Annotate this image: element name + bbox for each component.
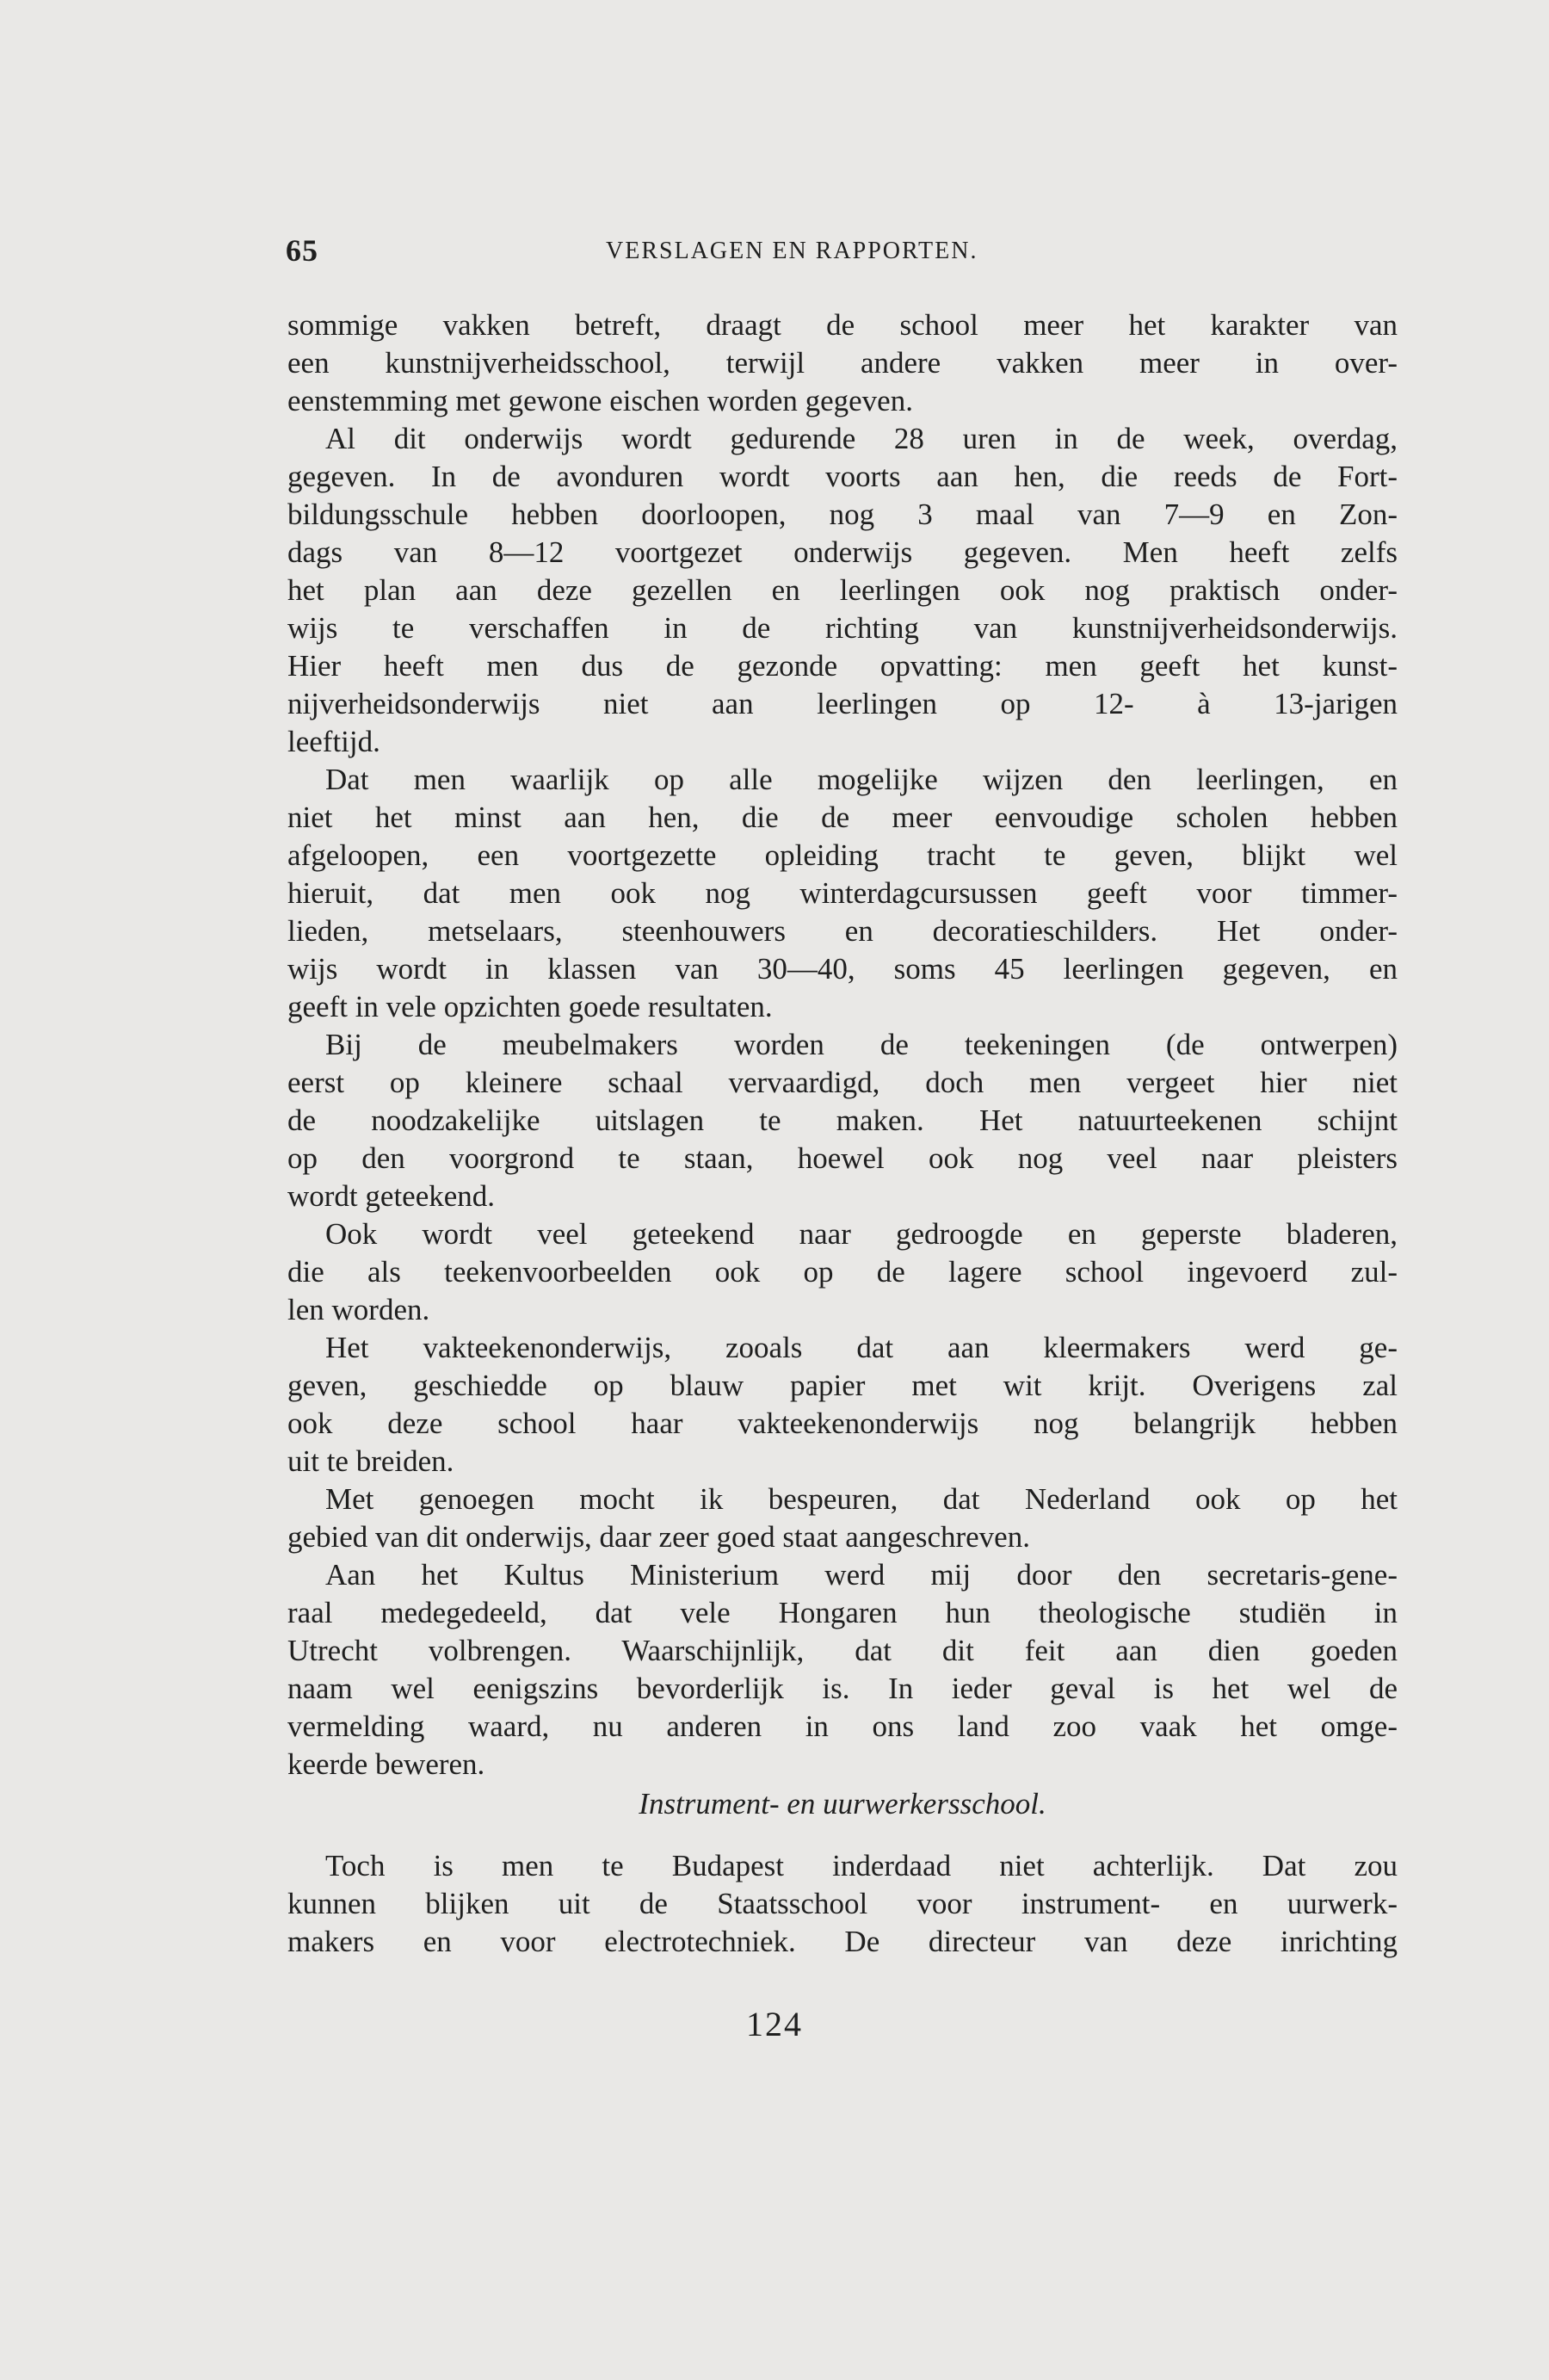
text-line: ook deze school haar vakteekenonderwijs nog belangrijk hebben bbox=[287, 1406, 1398, 1440]
text-line: geven, geschiedde op blauw papier met wit krijt. Overigens zal bbox=[287, 1369, 1398, 1402]
text-line: eenstemming met gewone eischen worden gegeven. bbox=[287, 384, 913, 417]
text-line: die als teekenvoorbeelden ook op de lagere school ingevoerd zul- bbox=[287, 1255, 1398, 1289]
text-line: naam wel eenigszins bevorderlijk is. In ieder geval is het wel de bbox=[287, 1672, 1398, 1705]
running-title: VERSLAGEN EN RAPPORTEN. bbox=[606, 238, 978, 264]
text-line: Het vakteekenonderwijs, zooals dat aan kleermakers werd ge- bbox=[325, 1331, 1398, 1364]
text-line: dags van 8—12 voortgezet onderwijs gegeven. Men heeft zelfs bbox=[287, 535, 1398, 569]
section-text bbox=[287, 1847, 1398, 1961]
text-line: Met genoegen mocht ik bespeuren, dat Nederland ook op het bbox=[325, 1482, 1398, 1516]
text-line: wijs wordt in klassen van 30—40, soms 45 leerlingen gegeven, en bbox=[287, 952, 1398, 986]
section-heading: Instrument- en uurwerkersschool. bbox=[639, 1787, 1046, 1821]
folio-number: 124 bbox=[746, 2005, 803, 2043]
text-line: vermelding waard, nu anderen in ons land zoo vaak het omge- bbox=[287, 1709, 1398, 1743]
text-line: een kunstnijverheidsschool, terwijl andere vakken meer in over- bbox=[287, 346, 1398, 380]
text-line: makers en voor electrotechniek. De directeur van deze inrichting bbox=[287, 1925, 1398, 1958]
text-line: de noodzakelijke uitslagen te maken. Het natuurteekenen schijnt bbox=[287, 1103, 1398, 1137]
text-line: afgeloopen, een voortgezette opleiding tracht te geven, blijkt wel bbox=[287, 838, 1398, 872]
text-line: Ook wordt veel geteekend naar gedroogde en geperste bladeren, bbox=[325, 1217, 1398, 1251]
text-line: keerde beweren. bbox=[287, 1747, 485, 1781]
text-line: niet het minst aan hen, die de meer eenvoudige scholen hebben bbox=[287, 801, 1398, 834]
text-line: op den voorgrond te staan, hoewel ook nog veel naar pleisters bbox=[287, 1141, 1398, 1175]
text-line: wijs te verschaffen in de richting van kunstnijverheidsonderwijs. bbox=[287, 611, 1398, 645]
text-line: Hier heeft men dus de gezonde opvatting: men geeft het kunst- bbox=[287, 649, 1398, 683]
text-line: kunnen blijken uit de Staatsschool voor instrument- en uurwerk- bbox=[287, 1887, 1398, 1920]
text-line: geeft in vele opzichten goede resultaten. bbox=[287, 990, 773, 1023]
text-line: nijverheidsonderwijs niet aan leerlingen op 12- à 13-jarigen bbox=[287, 687, 1398, 720]
text-line: uit te breiden. bbox=[287, 1444, 454, 1478]
text-line: lieden, metselaars, steenhouwers en decoratieschilders. Het onder- bbox=[287, 914, 1398, 948]
text-line: sommige vakken betreft, draagt de school meer het karakter van bbox=[287, 308, 1398, 342]
page-number: 65 bbox=[286, 233, 318, 268]
text-line: gebied van dit onderwijs, daar zeer goed staat aangeschreven. bbox=[287, 1520, 1030, 1554]
text-line: eerst op kleinere schaal vervaardigd, doch men vergeet hier niet bbox=[287, 1066, 1398, 1099]
text-line: gegeven. In de avonduren wordt voorts aan hen, die reeds de Fort- bbox=[287, 460, 1398, 493]
text-line: Utrecht volbrengen. Waarschijnlijk, dat dit feit aan dien goeden bbox=[287, 1634, 1398, 1667]
text-line: Toch is men te Budapest inderdaad niet achterlijk. Dat zou bbox=[325, 1849, 1398, 1882]
text-line: het plan aan deze gezellen en leerlingen ook nog praktisch onder- bbox=[287, 573, 1398, 607]
running-head bbox=[286, 232, 1398, 270]
text-line: wordt geteekend. bbox=[287, 1179, 496, 1213]
text-line: raal medegedeeld, dat vele Hongaren hun theologische studiën in bbox=[287, 1596, 1398, 1629]
text-line: Dat men waarlijk op alle mogelijke wijzen den leerlingen, en bbox=[325, 763, 1398, 796]
text-line: bildungsschule hebben doorloopen, nog 3 maal van 7—9 en Zon- bbox=[287, 498, 1398, 531]
text-line: len worden. bbox=[287, 1293, 430, 1326]
text-line: Al dit onderwijs wordt gedurende 28 uren in de week, overdag, bbox=[325, 422, 1398, 455]
body-text bbox=[287, 306, 1398, 1783]
text-line: hieruit, dat men ook nog winterdagcursussen geeft voor timmer- bbox=[287, 876, 1398, 910]
text-line: Bij de meubelmakers worden de teekeningen (de ontwerpen) bbox=[325, 1028, 1398, 1061]
text-line: Aan het Kultus Ministerium werd mij door den secretaris-gene- bbox=[325, 1558, 1398, 1592]
text-line: leeftijd. bbox=[287, 725, 380, 758]
